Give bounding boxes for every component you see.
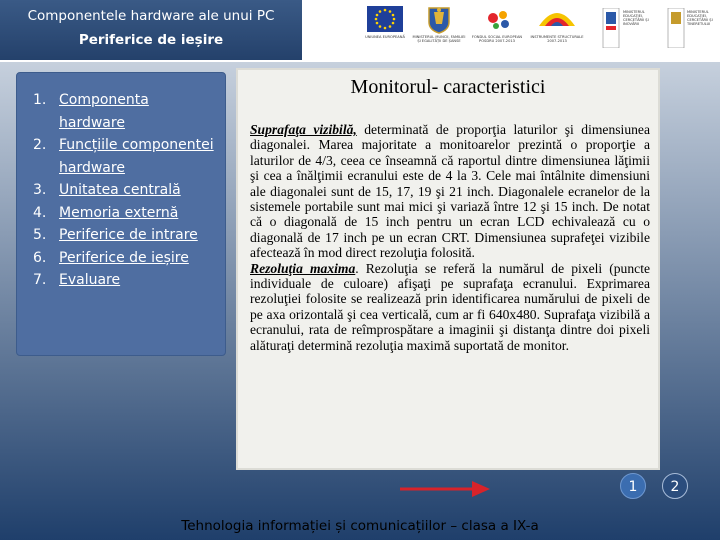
menu-item-unitatea-centrala[interactable] — [33, 179, 219, 202]
romania-coat-of-arms-icon — [425, 4, 453, 34]
menu-item-link[interactable]: Evaluare — [59, 272, 121, 288]
navigation-menu — [16, 72, 226, 356]
menu-item-number: 3. — [33, 182, 47, 198]
menu-item-number: 6. — [33, 249, 47, 266]
menu-item-number: 1. — [33, 92, 47, 108]
sponsor-logos — [305, 2, 720, 60]
term-suprafata-vizibila: Suprafaţa vizibilă, — [250, 122, 357, 137]
menu-item-number: 4. — [33, 204, 47, 221]
menu-item-evaluare[interactable] — [33, 269, 219, 292]
content-title: Monitorul- caracteristici — [350, 76, 546, 98]
ministry-education-caption: MINISTERUL EDUCAȚIEI, CERCETĂRII ȘI INOVĂRII — [623, 10, 649, 26]
term-rezolutia-maxima: Rezoluţia maxima — [250, 260, 356, 276]
menu-item-number: 2. — [33, 137, 47, 153]
menu-item-periferice-intrare[interactable] — [33, 224, 219, 247]
menu-item-link[interactable]: Funcțiile componentei hardware — [59, 137, 214, 176]
menu-item-link[interactable]: Memoria externă — [59, 204, 179, 221]
menu-item-periferice-iesire[interactable] — [33, 247, 219, 270]
fse-logo-icon — [483, 6, 515, 32]
paragraph-rezolutia: . Rezoluţia se referă la numărul de pixeli (puncte individuale de culoare) afişaţi pe suprafaţa ecranului. Exprimarea rezoluţiei folosite se realizează prin identificarea numărului de pixeli de pe axa orizontală şi cea verticală, cum ar fi 640x480. Suprafaţa vizibilă a ecranului, rata de reîmprospătare a imaginii şi distanţa dintre doi pixeli alăturaţi determină rezoluţia maximă suportată de monitor. — [250, 260, 650, 353]
ministry-education-icon — [601, 8, 621, 48]
slide-page-2-button[interactable]: 2 — [662, 473, 688, 499]
menu-item-componenta-hardware[interactable] — [33, 89, 219, 134]
instrumente-structurale-icon — [537, 6, 577, 32]
menu-item-number: 7. — [33, 272, 47, 288]
eu-flag-icon — [367, 6, 403, 32]
footer-text: Tehnologia informației și comunicațiilor – clasa a IX-a — [181, 518, 539, 534]
paragraph-suprafata: determinată de proporţia laturilor şi dimensiunea diagonalei. Marea majoritate a monitoarelor prezintă o proporţie a laturilor de 4/3, ceea ce înseamnă că raportul dintre dimensiunea lăţimii şi cea a înălţimii ecranului este de 4 la 3. Cele mai întâlnite dimensiuni ale diagonalei sunt de 15, 17, 19 şi 21 inch. Diagonalele ecranelor de la sistemele portabile sunt mai mici şi variază între 12 şi 15 inch. De notat că o diagonală de 15 inch pentru un ecran LCD echivalează cu o diagonală de 17 inch pe un ecran CRT. Dimensiunea suprafeţei vizibile afectează în mod direct rezoluţia folosită. — [250, 122, 650, 261]
menu-item-link[interactable]: Periferice de ieșire — [59, 249, 189, 266]
menu-item-link[interactable]: Componenta hardware — [59, 92, 149, 131]
content-panel — [236, 68, 660, 470]
menu-item-link[interactable]: Periferice de intrare — [59, 227, 198, 243]
slide-subtitle: Periferice de ieșire — [78, 32, 224, 48]
menu-item-functiile[interactable] — [33, 134, 219, 179]
header-bar — [0, 0, 720, 62]
fse-caption: FONDUL SOCIAL EUROPEAN POSDRU 2007-2013 — [471, 35, 523, 43]
slide-page-1-button[interactable]: 1 — [620, 473, 646, 499]
menu-item-memoria-externa[interactable] — [33, 202, 219, 225]
instrumente-caption: INSTRUMENTE STRUCTURALE 2007-2013 — [530, 35, 584, 43]
arrow-right-icon — [400, 480, 490, 498]
content-text — [250, 122, 650, 353]
ministry-education-caption-2: MINISTERUL EDUCAȚIEI, CERCETĂRII ȘI TINERETULUI — [687, 10, 713, 26]
menu-item-number: 5. — [33, 227, 47, 243]
slide-title: Componentele hardware ale unui PC — [27, 8, 275, 24]
ministry-labour-caption: MINISTERUL MUNCII, FAMILIEI ȘI EGALITĂȚII DE ȘANSE — [412, 35, 466, 43]
slide-title-box — [0, 0, 302, 60]
menu-item-link[interactable]: Unitatea centrală — [59, 182, 181, 198]
eu-caption: UNIUNEA EUROPEANĂ — [365, 35, 405, 39]
ministry-education-icon-2 — [667, 8, 685, 48]
